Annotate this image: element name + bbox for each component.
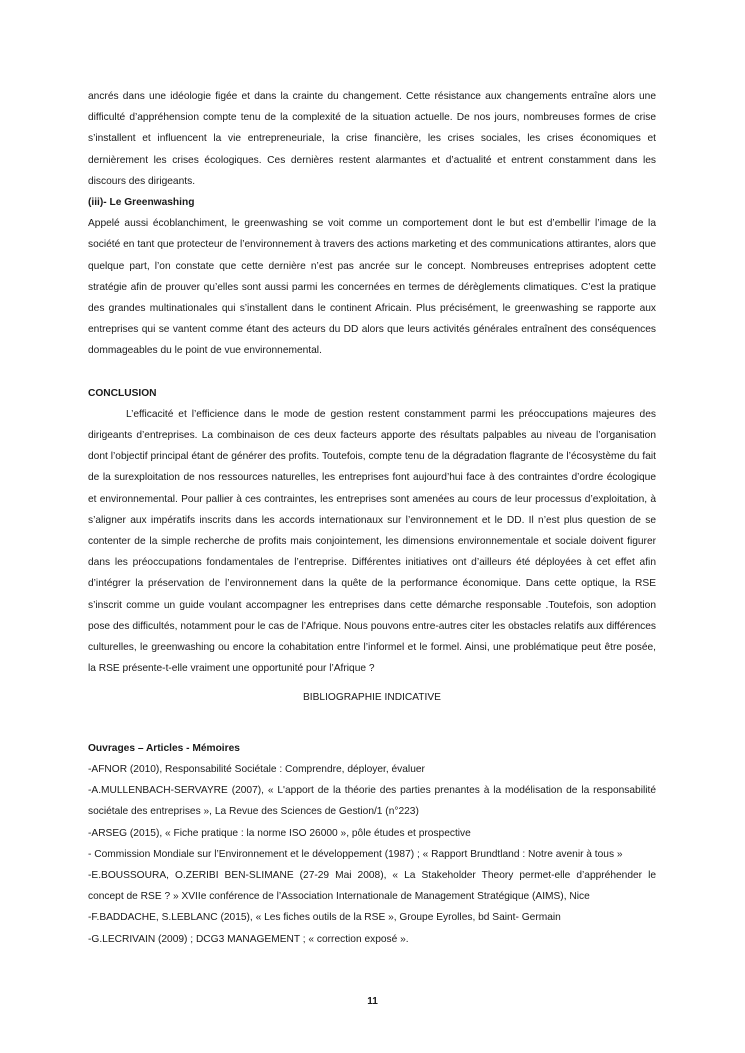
greenwashing-heading: (iii)- Le Greenwashing	[88, 197, 195, 209]
spacer	[88, 709, 656, 730]
bibliography-entry: -A.MULLENBACH-SERVAYRE (2007), « L'apport de la théorie des parties prenantes à la modélisation de la responsabilité sociétale des entreprises », La Revue des Sciences de Gestion/1 (n°223)	[88, 785, 656, 818]
intro-paragraph: ancrés dans une idéologie figée et dans la crainte du changement. Cette résistance aux changements entraîne alors une difficulté d’appréhension compte tenu de la complexité de la situation actuelle. De nos jours, nombreuses formes de crise s’installent et influencent la vie entrepreneuriale, la crise financière, les crises sociales, les crises économiques et dernièrement les crises écologiques. Ces dernières restent alarmantes et d’actualité et entrent constamment dans les discours des dirigeants.	[88, 91, 656, 187]
bibliography-entry: -E.BOUSSOURA, O.ZERIBI BEN-SLIMANE (27-29 Mai 2008), « La Stakeholder Theory permet-elle d’appréhender le concept de RSE ? » XVIIe conférence de l’Association Internationale de Management Stratégique (AIMS), Nice	[88, 869, 656, 903]
greenwashing-paragraph: Appelé aussi écoblanchiment, le greenwashing se voit comme un comportement dont le but est d’embellir l’image de la société en tant que protecteur de l’environnement à travers des actions marketing et des communications attirantes, alors que quelque part, l’on constate que cette dernière n’est pas ancrée sur le concept. Nombreuses entreprises adoptent cette stratégie afin de prouver qu’elles sont aussi parmi les concernées en termes de dérèglements climatiques. C’est la pratique des grandes multinationales qui s’installent dans le continent Africain. Plus précisément, le greenwashing se rapporte aux entreprises qui se vantent comme étant des acteurs du DD alors que leurs activités générales entraînent des conséquences dommageables du le point de vue environnemental.	[88, 218, 656, 357]
bibliography-entry: -AFNOR (2010), Responsabilité Sociétale : Comprendre, déployer, évaluer	[88, 763, 425, 775]
conclusion-paragraph: L’efficacité et l’efficience dans le mode de gestion restent constamment parmi les préoccupations majeures des dirigeants d’entreprises. La combinaison de ces deux facteurs apporte des résultats palpables au niveau de l’organisation dont l’objectif principal étant de générer des profits. Toutefois, compte tenu de la dégradation flagrante de l’écosystème du fait de la surexploitation de nos ressources naturelles, les entreprises font aujourd’hui face à des contraintes d’ordre écologique et environnemental. Pour pallier à ces contraintes, les entreprises sont amenées au cours de leur processus d’exploitation, à s’aligner aux impératifs inscrits dans les accords internationaux sur l’environnement et le DD. Il n’est plus question de se contenter de la simple recherche de profits mais conjointement, les dimensions environnementale et sociale doivent figurer dans les préoccupations fondamentales de l’entreprise. Différentes initiatives ont d’ailleurs été déployées à cet effet afin d’intégrer la préservation de l’environnement dans la quête de la performance économique. Dans cette optique, la RSE s’inscrit comme un guide voulant accompagner les entreprises dans cette démarche responsable .Toutefois, son adoption pose des difficultés, notamment pour le cas de l’Afrique. Nous pouvons entre-autres citer les obstacles relatifs aux différences culturelles, le greenwashing ou encore la cohabitation entre l’informel et le formel. Ainsi, une problématique peut être posée, la RSE présente-t-elle vraiment une opportunité pour l’Afrique ?	[88, 408, 656, 675]
spacer	[88, 679, 656, 687]
page-body	[88, 86, 656, 950]
bibliography-list	[88, 759, 656, 950]
bibliography-entry: - Commission Mondiale sur l’Environnement et le développement (1987) ; « Rapport Brundtland : Notre avenir à tous »	[88, 848, 623, 860]
bibliography-title: BIBLIOGRAPHIE INDICATIVE	[303, 692, 441, 704]
conclusion-heading: CONCLUSION	[88, 387, 157, 399]
page-number: 11	[367, 996, 378, 1007]
spacer	[88, 730, 656, 738]
bibliography-subheading: Ouvrages – Articles - Mémoires	[88, 742, 240, 754]
bibliography-entry: -G.LECRIVAIN (2009) ; DCG3 MANAGEMENT ; « correction exposé ».	[88, 933, 409, 945]
bibliography-entry: -ARSEG (2015), « Fiche pratique : la norme ISO 26000 », pôle études et prospective	[88, 827, 471, 839]
spacer	[88, 362, 656, 383]
bibliography-entry: -F.BADDACHE, S.LEBLANC (2015), « Les fiches outils de la RSE », Groupe Eyrolles, bd Saint- Germain	[88, 912, 561, 924]
